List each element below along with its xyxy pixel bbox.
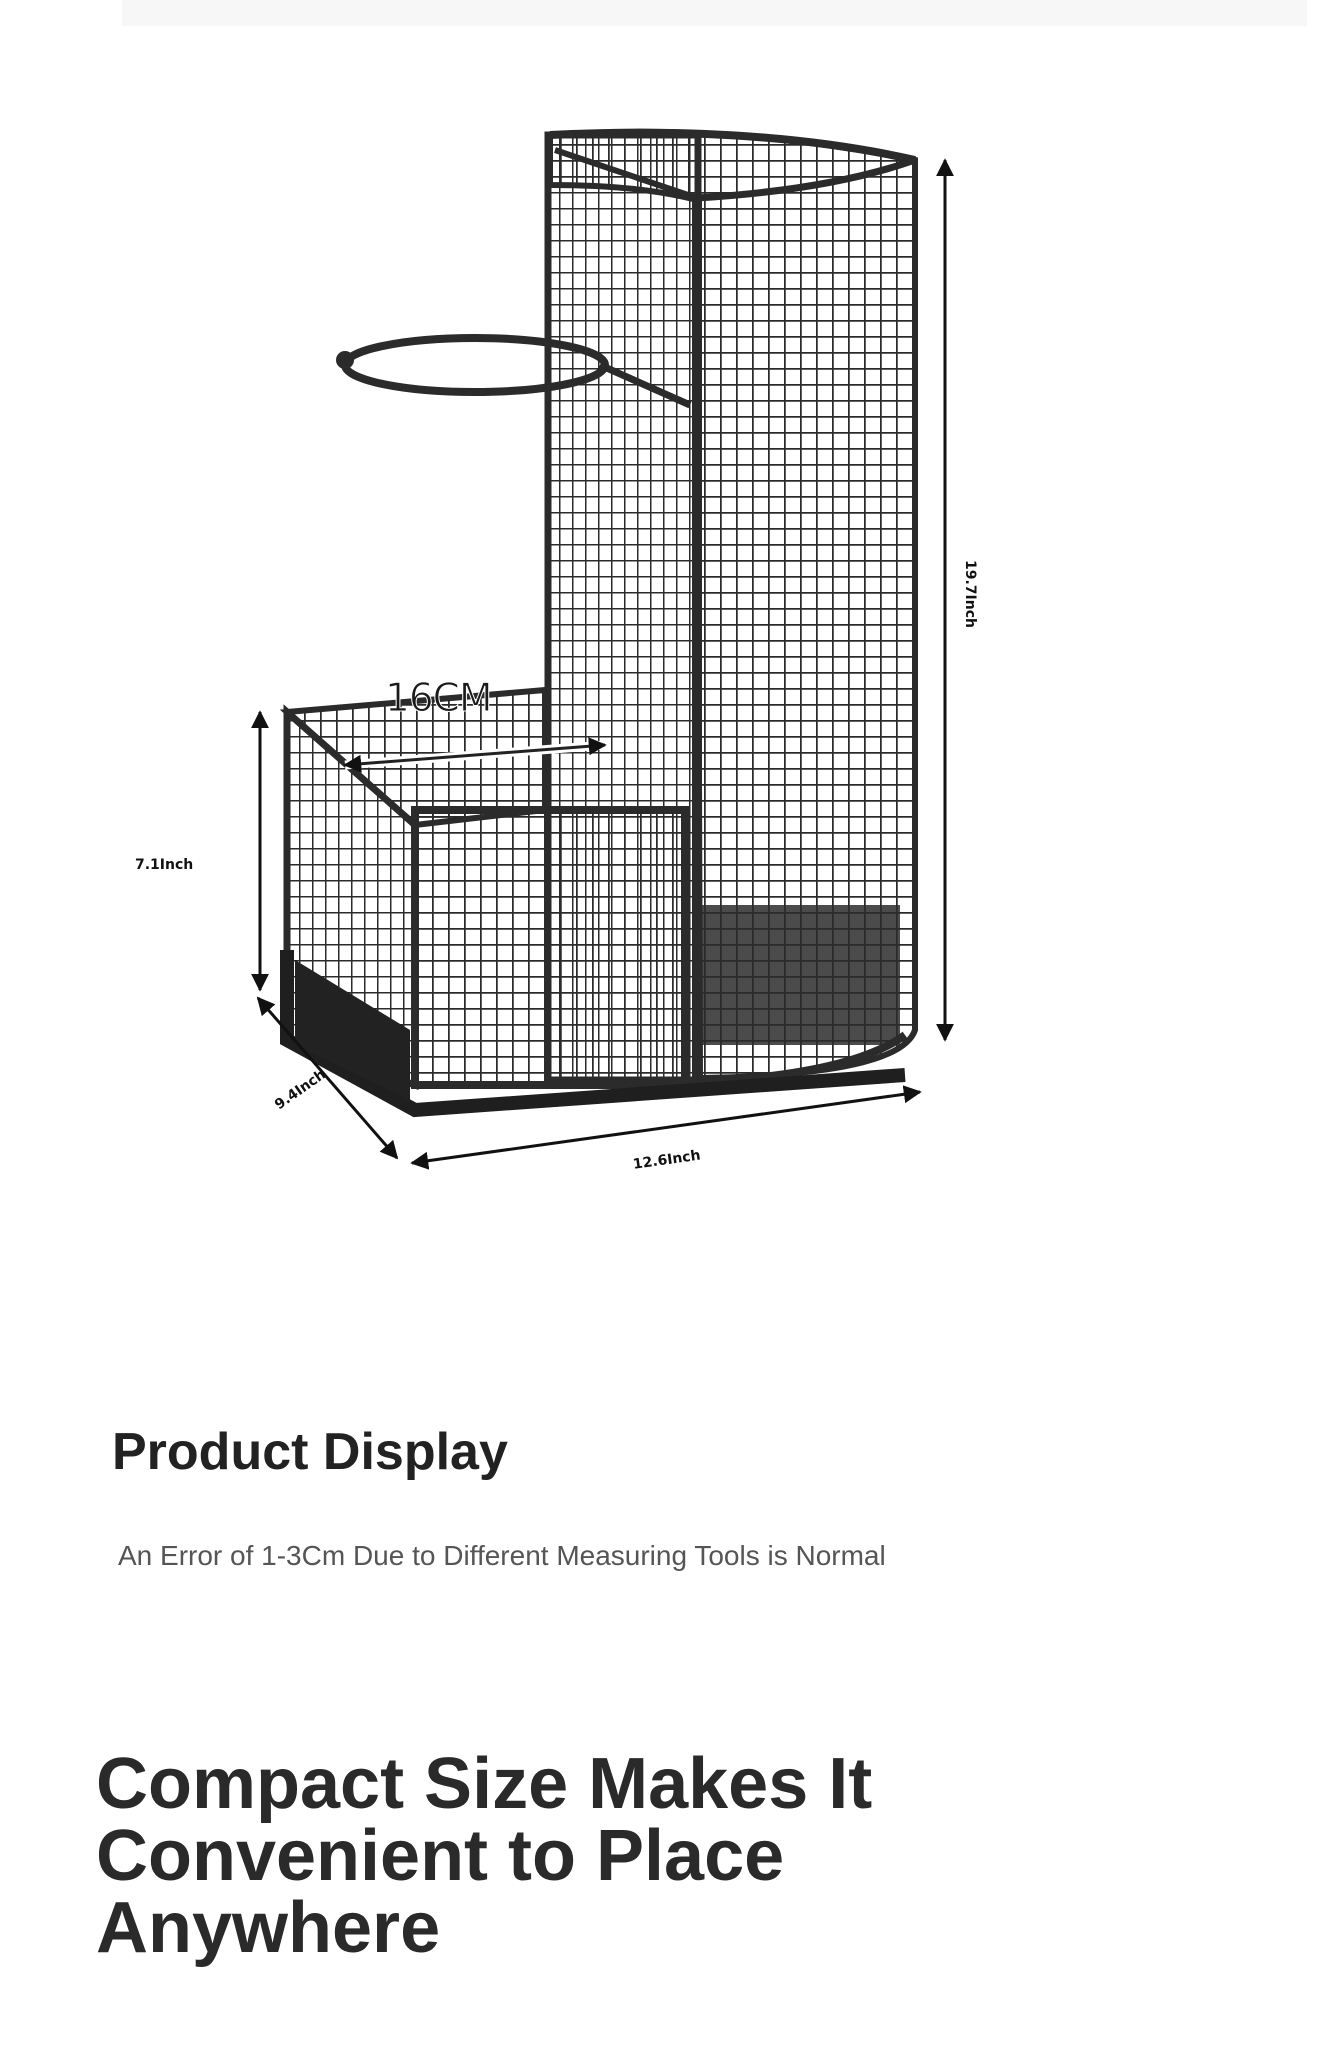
dim-label-height: 19.7Inch bbox=[962, 560, 978, 628]
measurement-note: An Error of 1-3Cm Due to Different Measuring Tools is Normal bbox=[118, 1540, 886, 1571]
headline-line-3: Anywhere bbox=[96, 1888, 441, 1968]
dim-label-small-height: 7.1Inch bbox=[135, 857, 194, 873]
section-title: Product Display bbox=[112, 1423, 508, 1481]
headline-line-2: Convenient to Place bbox=[96, 1816, 785, 1896]
dim-label-width: 12.6Inch bbox=[632, 1147, 702, 1173]
headline-line-1: Compact Size Makes It bbox=[96, 1744, 873, 1824]
feature-headline bbox=[96, 1744, 1096, 1968]
dim-label-depth: 9.4Inch bbox=[272, 1066, 329, 1114]
dim-label-inner-width: 16CM bbox=[385, 676, 492, 721]
